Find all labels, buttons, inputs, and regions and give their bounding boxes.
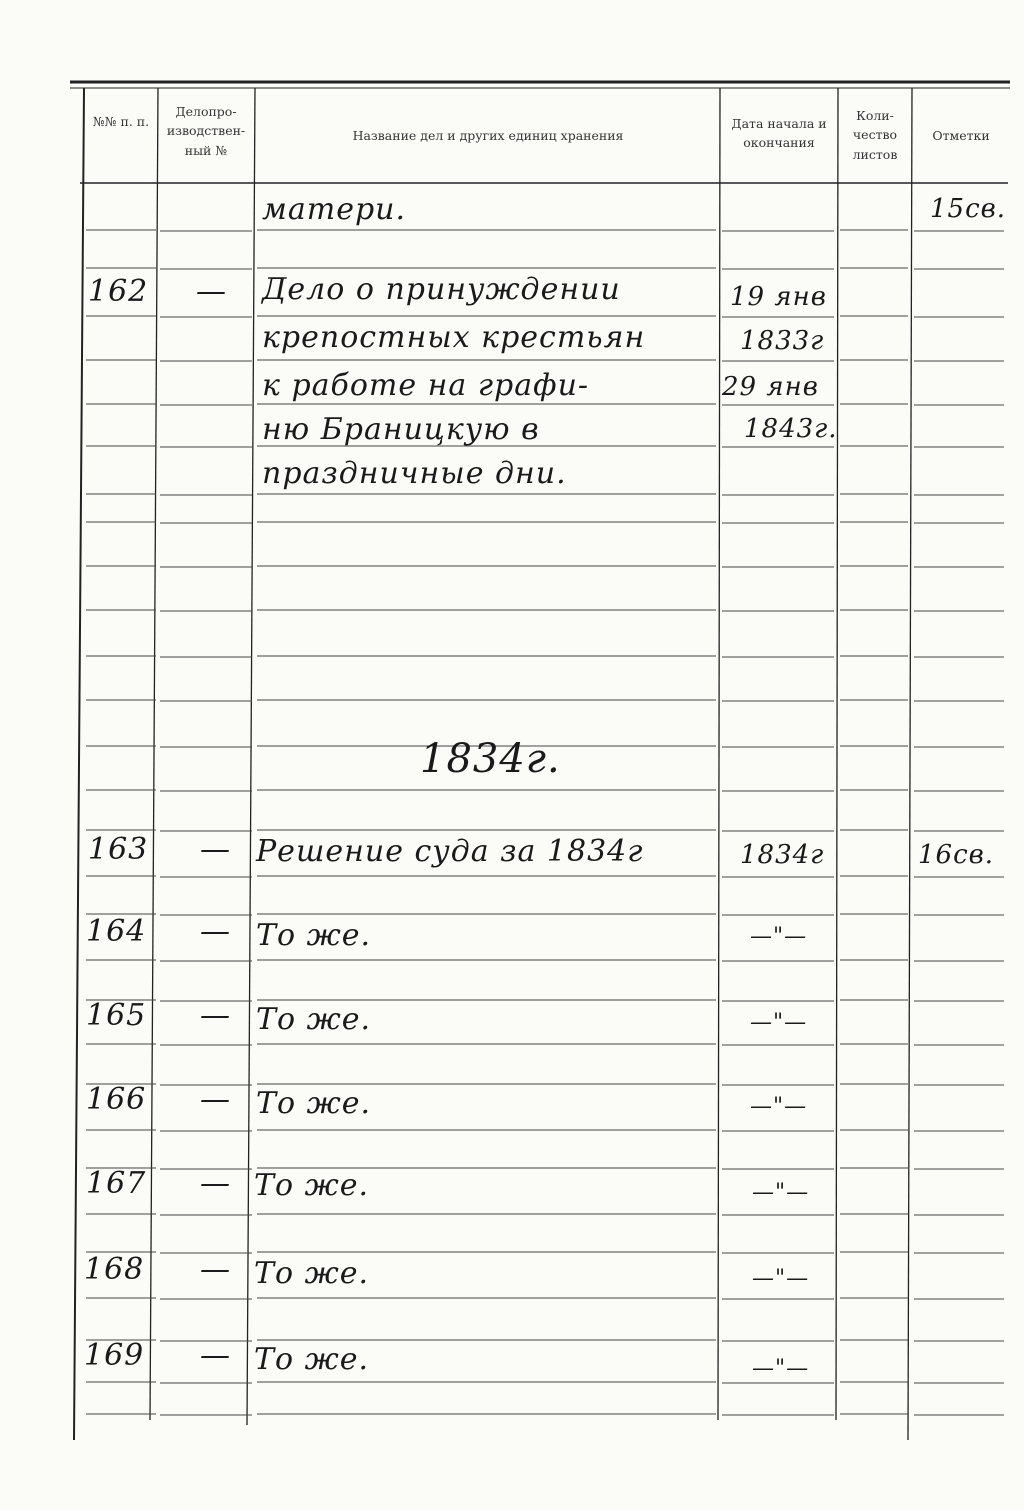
row-167-number: 167: [86, 1166, 147, 1201]
row-168-number: 168: [84, 1252, 145, 1287]
row-163-note: 16св.: [918, 840, 995, 870]
row-162-date-line-3: 29 янв: [722, 372, 819, 402]
row-166-office: —: [200, 1082, 231, 1117]
row-166-title: То же.: [256, 1086, 371, 1121]
row-162-title-line-4: ню Браницкую в: [262, 412, 540, 447]
row-169-title: То же.: [254, 1342, 369, 1377]
row-continuation-note: 15св.: [930, 194, 1007, 224]
header-sheets: Коли- чество листов: [852, 108, 898, 162]
row-163-number: 163: [88, 832, 149, 867]
row-163-office: —: [200, 832, 231, 867]
row-162-title-line-1: Дело о принуждении: [262, 272, 621, 307]
row-162-title-line-2: крепостных крестьян: [262, 320, 646, 355]
row-162-date-line-4: 1843г.: [744, 414, 838, 444]
row-169-date: —"—: [752, 1356, 810, 1381]
row-165-office: —: [200, 998, 231, 1033]
header-office-number: Делопро- изводствен- ный №: [166, 104, 246, 158]
row-163-date: 1834г: [740, 840, 825, 870]
row-168-title: То же.: [254, 1256, 369, 1291]
row-167-office: —: [200, 1166, 231, 1201]
row-165-title: То же.: [256, 1002, 371, 1037]
row-162-date-line-1: 19 янв: [730, 282, 827, 312]
header-dates: Дата начала и окончания: [731, 116, 827, 151]
row-162-number: 162: [88, 274, 149, 309]
row-168-office: —: [200, 1252, 231, 1287]
row-162-office: —: [196, 274, 227, 309]
row-169-number: 169: [84, 1338, 145, 1373]
row-164-office: —: [200, 914, 231, 949]
row-164-title: То же.: [256, 918, 371, 953]
row-164-number: 164: [86, 914, 147, 949]
header-notes: Отметки: [932, 128, 990, 143]
row-continuation-title: матери.: [262, 192, 407, 227]
year-heading: 1834г.: [420, 736, 561, 782]
row-165-date: —"—: [750, 1010, 808, 1035]
header-num: №№ п. п.: [92, 114, 150, 129]
row-165-number: 165: [86, 998, 147, 1033]
row-162-title-line-3: к работе на графи-: [262, 368, 590, 403]
row-167-date: —"—: [752, 1180, 810, 1205]
row-168-date: —"—: [752, 1266, 810, 1291]
row-166-date: —"—: [750, 1094, 808, 1119]
row-164-date: —"—: [750, 924, 808, 949]
row-167-title: То же.: [254, 1168, 369, 1203]
header-title: Название дел и других единиц хранения: [352, 128, 624, 143]
row-166-number: 166: [86, 1082, 147, 1117]
row-169-office: —: [200, 1338, 231, 1373]
row-163-title: Решение суда за 1834г: [256, 834, 644, 869]
row-162-date-line-2: 1833г: [740, 326, 825, 356]
row-162-title-line-5: праздничные дни.: [262, 456, 567, 491]
